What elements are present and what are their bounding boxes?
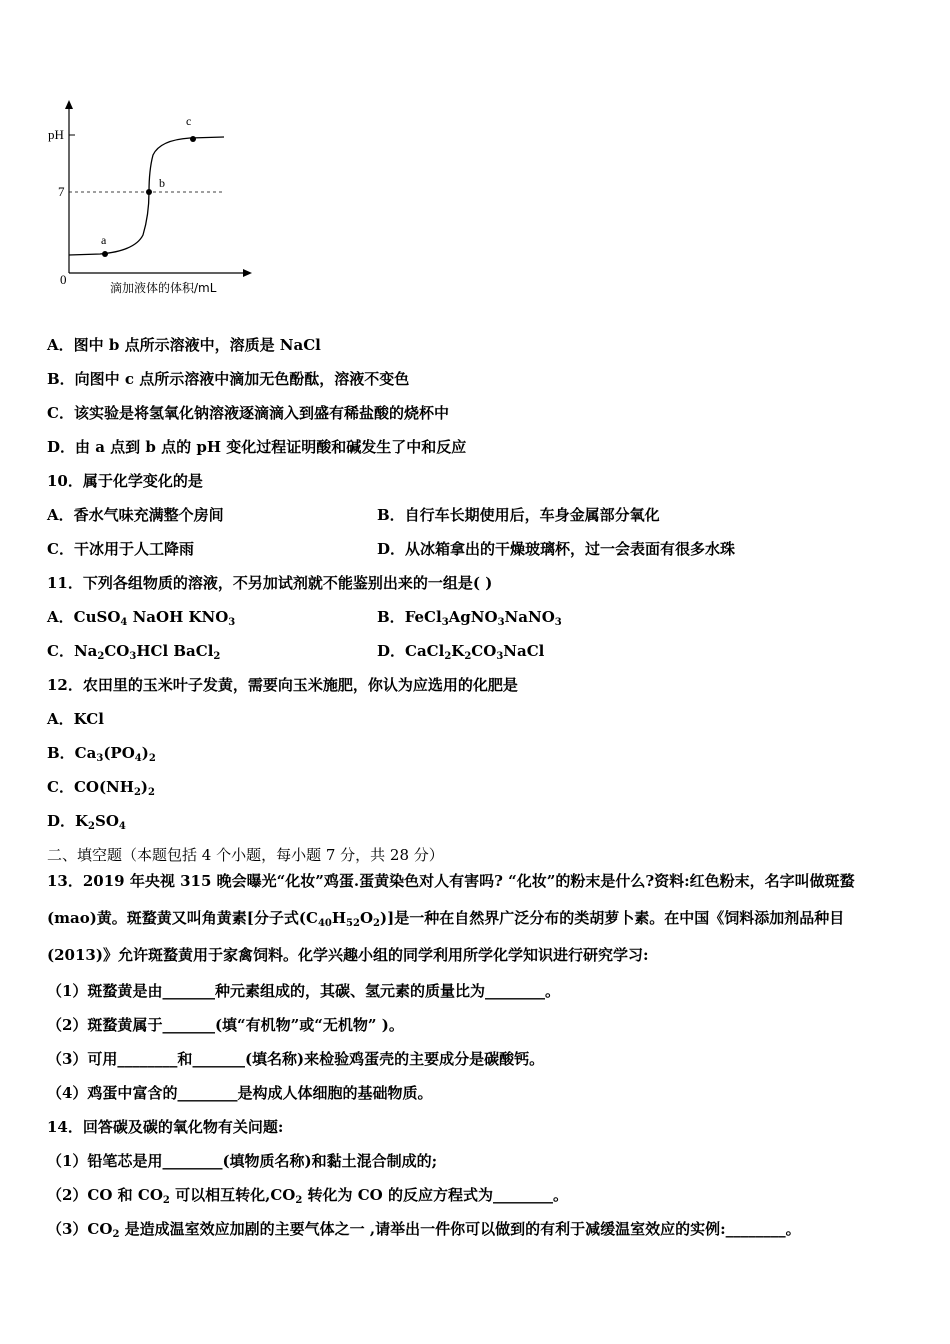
- formula-subscript: 3: [496, 651, 504, 662]
- text-part: 是造成温室效应加剧的主要气体之一 ,请举出一件你可以做到的有利于减缓温室效应的实例:________。: [119, 1220, 801, 1238]
- text-part: )]是一种在自然界广泛分布的类胡萝卜素。在中国《饲料添加剂品种目: [380, 909, 845, 927]
- formula-part: NaCl: [503, 642, 545, 660]
- formula-subscript: 3: [554, 617, 562, 628]
- formula-part: FeCl: [404, 608, 442, 626]
- q13-sub-2: （2）斑蝥黄属于_______(填“有机物”或“无机物” )。: [47, 1016, 404, 1034]
- q9-option-a: A．图中 b 点所示溶液中，溶质是 NaCl: [47, 336, 321, 354]
- q11-c-prefix: C．: [47, 642, 74, 660]
- point-b-label: b: [159, 176, 165, 190]
- q13-sub-4: （4）鸡蛋中富含的________是构成人体细胞的基础物质。: [47, 1084, 433, 1102]
- q10-stem: 10．属于化学变化的是: [47, 472, 203, 490]
- q11-d-prefix: D．: [377, 642, 406, 660]
- formula-subscript: 4: [120, 617, 128, 628]
- formula-subscript: 2: [148, 787, 155, 798]
- formula-part: HCl BaCl: [136, 642, 214, 660]
- y-axis-arrow: [65, 100, 73, 109]
- q9-option-c: C．该实验是将氢氧化钠溶液逐滴滴入到盛有稀盐酸的烧杯中: [47, 404, 449, 422]
- formula-subscript: 2: [295, 1195, 303, 1206]
- q10-option-b: B．自行车长期使用后，车身金属部分氧化: [377, 506, 660, 524]
- text-part: 转化为 CO 的反应方程式为________。: [302, 1186, 568, 1204]
- q12-option-d: [47, 811, 126, 831]
- text-part: H: [331, 909, 347, 927]
- q13-line-2: [47, 908, 844, 928]
- q11-option-b: [377, 607, 562, 627]
- q9-option-d: D．由 a 点到 b 点的 pH 变化过程证明酸和碱发生了中和反应: [47, 438, 467, 456]
- text-part: （3）CO: [47, 1220, 113, 1238]
- q12-option-c: [47, 777, 155, 797]
- q14-sub-3: [47, 1219, 801, 1239]
- q14-stem: 14．回答碳及碳的氧化物有关问题:: [47, 1118, 284, 1136]
- formula-part: NaNO: [504, 608, 555, 626]
- formula-subscript: 2: [97, 651, 105, 662]
- q12-option-b: [47, 743, 156, 763]
- q9-option-b: B．向图中 c 点所示溶液中滴加无色酚酞，溶液不变色: [47, 370, 410, 388]
- q10-option-a: A．香水气味充满整个房间: [47, 506, 224, 524]
- q12-stem: 12．农田里的玉米叶子发黄，需要向玉米施肥，你认为应选用的化肥是: [47, 676, 518, 694]
- q11-option-d: [377, 641, 544, 661]
- formula-part: CaCl: [405, 642, 445, 660]
- q11-a-prefix: A．: [47, 608, 74, 626]
- formula-subscript: 2: [213, 651, 221, 662]
- text-part: O: [359, 909, 374, 927]
- formula-subscript: 2: [112, 1229, 120, 1240]
- formula-subscript: 3: [129, 651, 137, 662]
- formula-part: CO: [104, 642, 130, 660]
- formula-subscript: 2: [148, 753, 156, 764]
- formula-part: (PO: [103, 744, 135, 762]
- formula-part: Na: [73, 642, 98, 660]
- formula-part: D．K: [47, 812, 89, 830]
- x-axis-arrow: [243, 269, 252, 277]
- q10-option-c: C．干冰用于人工降雨: [47, 540, 194, 558]
- formula-part: K: [451, 642, 465, 660]
- formula-part: ): [141, 744, 149, 762]
- formula-part: ): [140, 778, 149, 796]
- point-a-label: a: [101, 233, 107, 247]
- ph-curve: [69, 137, 224, 255]
- formula-subscript: 2: [162, 1195, 170, 1206]
- q13-line-3: (2013)》允许斑蝥黄用于家禽饲料。化学兴趣小组的同学利用所学化学知识进行研究学习:: [47, 946, 649, 964]
- text-part: （2）CO 和 CO: [47, 1186, 163, 1204]
- formula-subscript: 2: [88, 821, 96, 832]
- q13-sub-3: （3）可用________和_______(填名称)来检验鸡蛋壳的主要成分是碳酸钙。: [47, 1050, 545, 1068]
- text-part: (mao)黄。斑蝥黄又叫角黄素[分子式(C: [47, 909, 318, 927]
- formula-subscript: 2: [444, 651, 452, 662]
- formula-subscript: 2: [133, 787, 141, 798]
- formula-part: CO: [471, 642, 497, 660]
- y-tick-7-label: 7: [58, 184, 65, 199]
- ph-titration-graph: [40, 95, 270, 300]
- formula-subscript: 52: [346, 918, 360, 929]
- point-a-marker: [102, 251, 108, 257]
- origin-label: 0: [60, 272, 67, 287]
- q11-stem: 11．下列各组物质的溶液，不另加试剂就不能鉴别出来的一组是( ): [47, 574, 493, 592]
- y-axis-label: pH: [48, 127, 64, 142]
- formula-subscript: 4: [118, 821, 126, 832]
- q11-option-a: [47, 607, 235, 627]
- formula-part: C．CO(NH: [47, 778, 134, 796]
- formula-subscript: 2: [464, 651, 472, 662]
- formula-part: CuSO: [73, 608, 121, 626]
- point-b-marker: [146, 189, 152, 195]
- q12-option-a: A．KCl: [47, 710, 104, 728]
- q14-sub-1: （1）铅笔芯是用________(填物质名称)和黏土混合制成的;: [47, 1152, 438, 1170]
- q11-b-prefix: B．: [377, 608, 405, 626]
- q13-sub-1: （1）斑蝥黄是由_______种元素组成的，其碳、氢元素的质量比为________。: [47, 982, 560, 1000]
- formula-subscript: 3: [228, 617, 236, 628]
- formula-subscript: 3: [441, 617, 449, 628]
- formula-part: SO: [95, 812, 119, 830]
- q13-line-1: 13．2019 年央视 315 晚会曝光“化妆”鸡蛋.蛋黄染色对人有害吗? “化妆”的粉末是什么?资料:红色粉末，名字叫做斑蝥: [47, 872, 855, 890]
- section-2-heading: 二、填空题（本题包括 4 个小题，每小题 7 分，共 28 分）: [47, 846, 444, 864]
- formula-part: B．Ca: [47, 744, 97, 762]
- formula-part: NaOH KNO: [127, 608, 229, 626]
- point-c-label: c: [186, 114, 192, 128]
- formula-subscript: 2: [373, 918, 381, 929]
- text-part: 可以相互转化,CO: [169, 1186, 296, 1204]
- x-axis-label: 滴加液体的体积/mL: [110, 281, 217, 295]
- formula-subscript: 40: [317, 918, 332, 929]
- q11-option-c: [47, 641, 220, 661]
- formula-subscript: 4: [134, 753, 142, 764]
- formula-subscript: 3: [96, 753, 104, 764]
- q14-sub-2: [47, 1185, 568, 1205]
- point-c-marker: [190, 136, 196, 142]
- formula-part: AgNO: [448, 608, 498, 626]
- q10-option-d: D．从冰箱拿出的干燥玻璃杯，过一会表面有很多水珠: [377, 540, 736, 558]
- formula-subscript: 3: [497, 617, 505, 628]
